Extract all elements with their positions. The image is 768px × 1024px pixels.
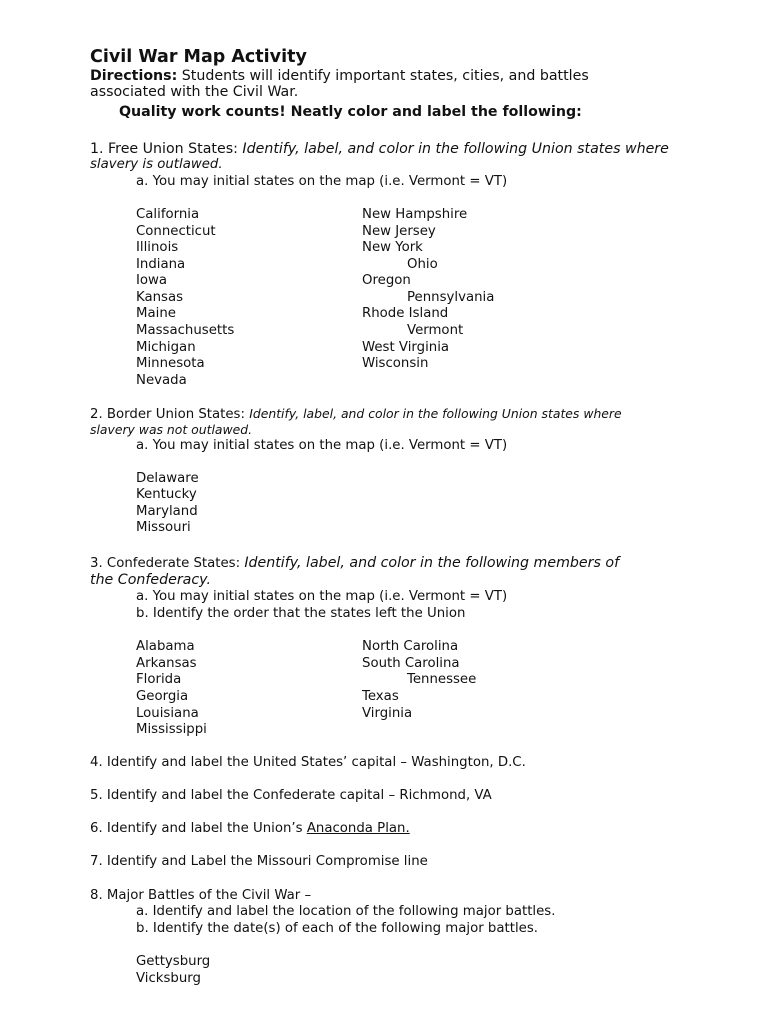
state-item: Texas bbox=[362, 689, 399, 704]
state-item: South Carolina bbox=[362, 656, 460, 671]
state-item: Oregon bbox=[362, 273, 411, 288]
state-item: Massachusetts bbox=[136, 323, 235, 338]
section2-heading: 2. Border Union States: bbox=[90, 407, 245, 422]
section8-sub-a: a. Identify and label the location of the following major battles. bbox=[136, 904, 556, 919]
directions-line-1 bbox=[90, 68, 589, 84]
state-item: Iowa bbox=[136, 273, 168, 288]
section3-heading: 3. Confederate States: bbox=[90, 556, 241, 571]
section1-instruction-1: Identify, label, and color in the following Union states where bbox=[242, 141, 669, 157]
state-item: New Jersey bbox=[362, 224, 436, 239]
item-6 bbox=[90, 821, 410, 837]
state-item: Vermont bbox=[407, 323, 464, 338]
section1-heading: 1. Free Union States: bbox=[90, 141, 238, 157]
section8-sub-b: b. Identify the date(s) of each of the following major battles. bbox=[136, 921, 538, 936]
section3-instruction-2: the Confederacy. bbox=[90, 572, 211, 588]
section3-instruction-1: Identify, label, and color in the following members of bbox=[244, 555, 620, 571]
state-item: Nevada bbox=[136, 373, 187, 388]
state-item: Wisconsin bbox=[362, 356, 429, 371]
state-item: Arkansas bbox=[136, 656, 197, 671]
item-6-text: 6. Identify and label the Union’s bbox=[90, 821, 307, 836]
section8-heading: 8. Major Battles of the Civil War – bbox=[90, 888, 312, 903]
state-item: Indiana bbox=[136, 257, 186, 272]
state-item: Florida bbox=[136, 672, 182, 687]
state-item: Minnesota bbox=[136, 356, 205, 371]
section2-instruction-1: Identify, label, and color in the following Union states where bbox=[249, 406, 622, 421]
section3-line-1 bbox=[90, 555, 619, 572]
state-item: Delaware bbox=[136, 471, 199, 486]
page-title: Civil War Map Activity bbox=[90, 47, 307, 67]
state-item: West Virginia bbox=[362, 340, 450, 355]
section2-sub-a: a. You may initial states on the map (i.e. Vermont = VT) bbox=[136, 438, 508, 453]
item-7: 7. Identify and Label the Missouri Compromise line bbox=[90, 854, 428, 869]
state-item: Ohio bbox=[407, 257, 438, 272]
item-5: 5. Identify and label the Confederate capital – Richmond, VA bbox=[90, 788, 492, 803]
section1-instruction-2: slavery is outlawed. bbox=[90, 157, 223, 172]
quality-note: Quality work counts! Neatly color and label the following: bbox=[119, 104, 582, 120]
directions-text-1: Students will identify important states, cities, and battles bbox=[181, 68, 589, 84]
state-item: Tennessee bbox=[407, 672, 477, 687]
directions-label: Directions: bbox=[90, 68, 178, 84]
state-item: Kentucky bbox=[136, 487, 197, 502]
state-item: New York bbox=[362, 240, 423, 255]
state-item: Mississippi bbox=[136, 722, 207, 737]
anaconda-plan-text: Anaconda Plan. bbox=[306, 821, 410, 836]
section3-sub-a: a. You may initial states on the map (i.e. Vermont = VT) bbox=[136, 589, 508, 604]
state-item: Georgia bbox=[136, 689, 189, 704]
state-item: Illinois bbox=[136, 240, 179, 255]
item-4: 4. Identify and label the United States’ capital – Washington, D.C. bbox=[90, 755, 526, 770]
state-item: California bbox=[136, 207, 200, 222]
state-item: New Hampshire bbox=[362, 207, 468, 222]
directions-text-2: associated with the Civil War. bbox=[90, 84, 299, 100]
state-item: Kansas bbox=[136, 290, 184, 305]
state-item: North Carolina bbox=[362, 639, 459, 654]
state-item: Michigan bbox=[136, 340, 196, 355]
section1-line-1 bbox=[90, 141, 669, 157]
section2-line-1 bbox=[90, 406, 622, 423]
section3-sub-b: b. Identify the order that the states left the Union bbox=[136, 606, 466, 621]
battle-item: Vicksburg bbox=[136, 971, 201, 986]
state-item: Connecticut bbox=[136, 224, 216, 239]
state-item: Maryland bbox=[136, 504, 198, 519]
battle-item: Gettysburg bbox=[136, 954, 211, 969]
state-item: Pennsylvania bbox=[407, 290, 495, 305]
state-item: Louisiana bbox=[136, 706, 199, 721]
state-item: Missouri bbox=[136, 520, 191, 535]
state-item: Maine bbox=[136, 306, 176, 321]
state-item: Alabama bbox=[136, 639, 195, 654]
state-item: Rhode Island bbox=[362, 306, 449, 321]
section2-instruction-2: slavery was not outlawed. bbox=[90, 422, 253, 437]
state-item: Virginia bbox=[362, 706, 413, 721]
section1-sub-a: a. You may initial states on the map (i.e. Vermont = VT) bbox=[136, 174, 508, 189]
